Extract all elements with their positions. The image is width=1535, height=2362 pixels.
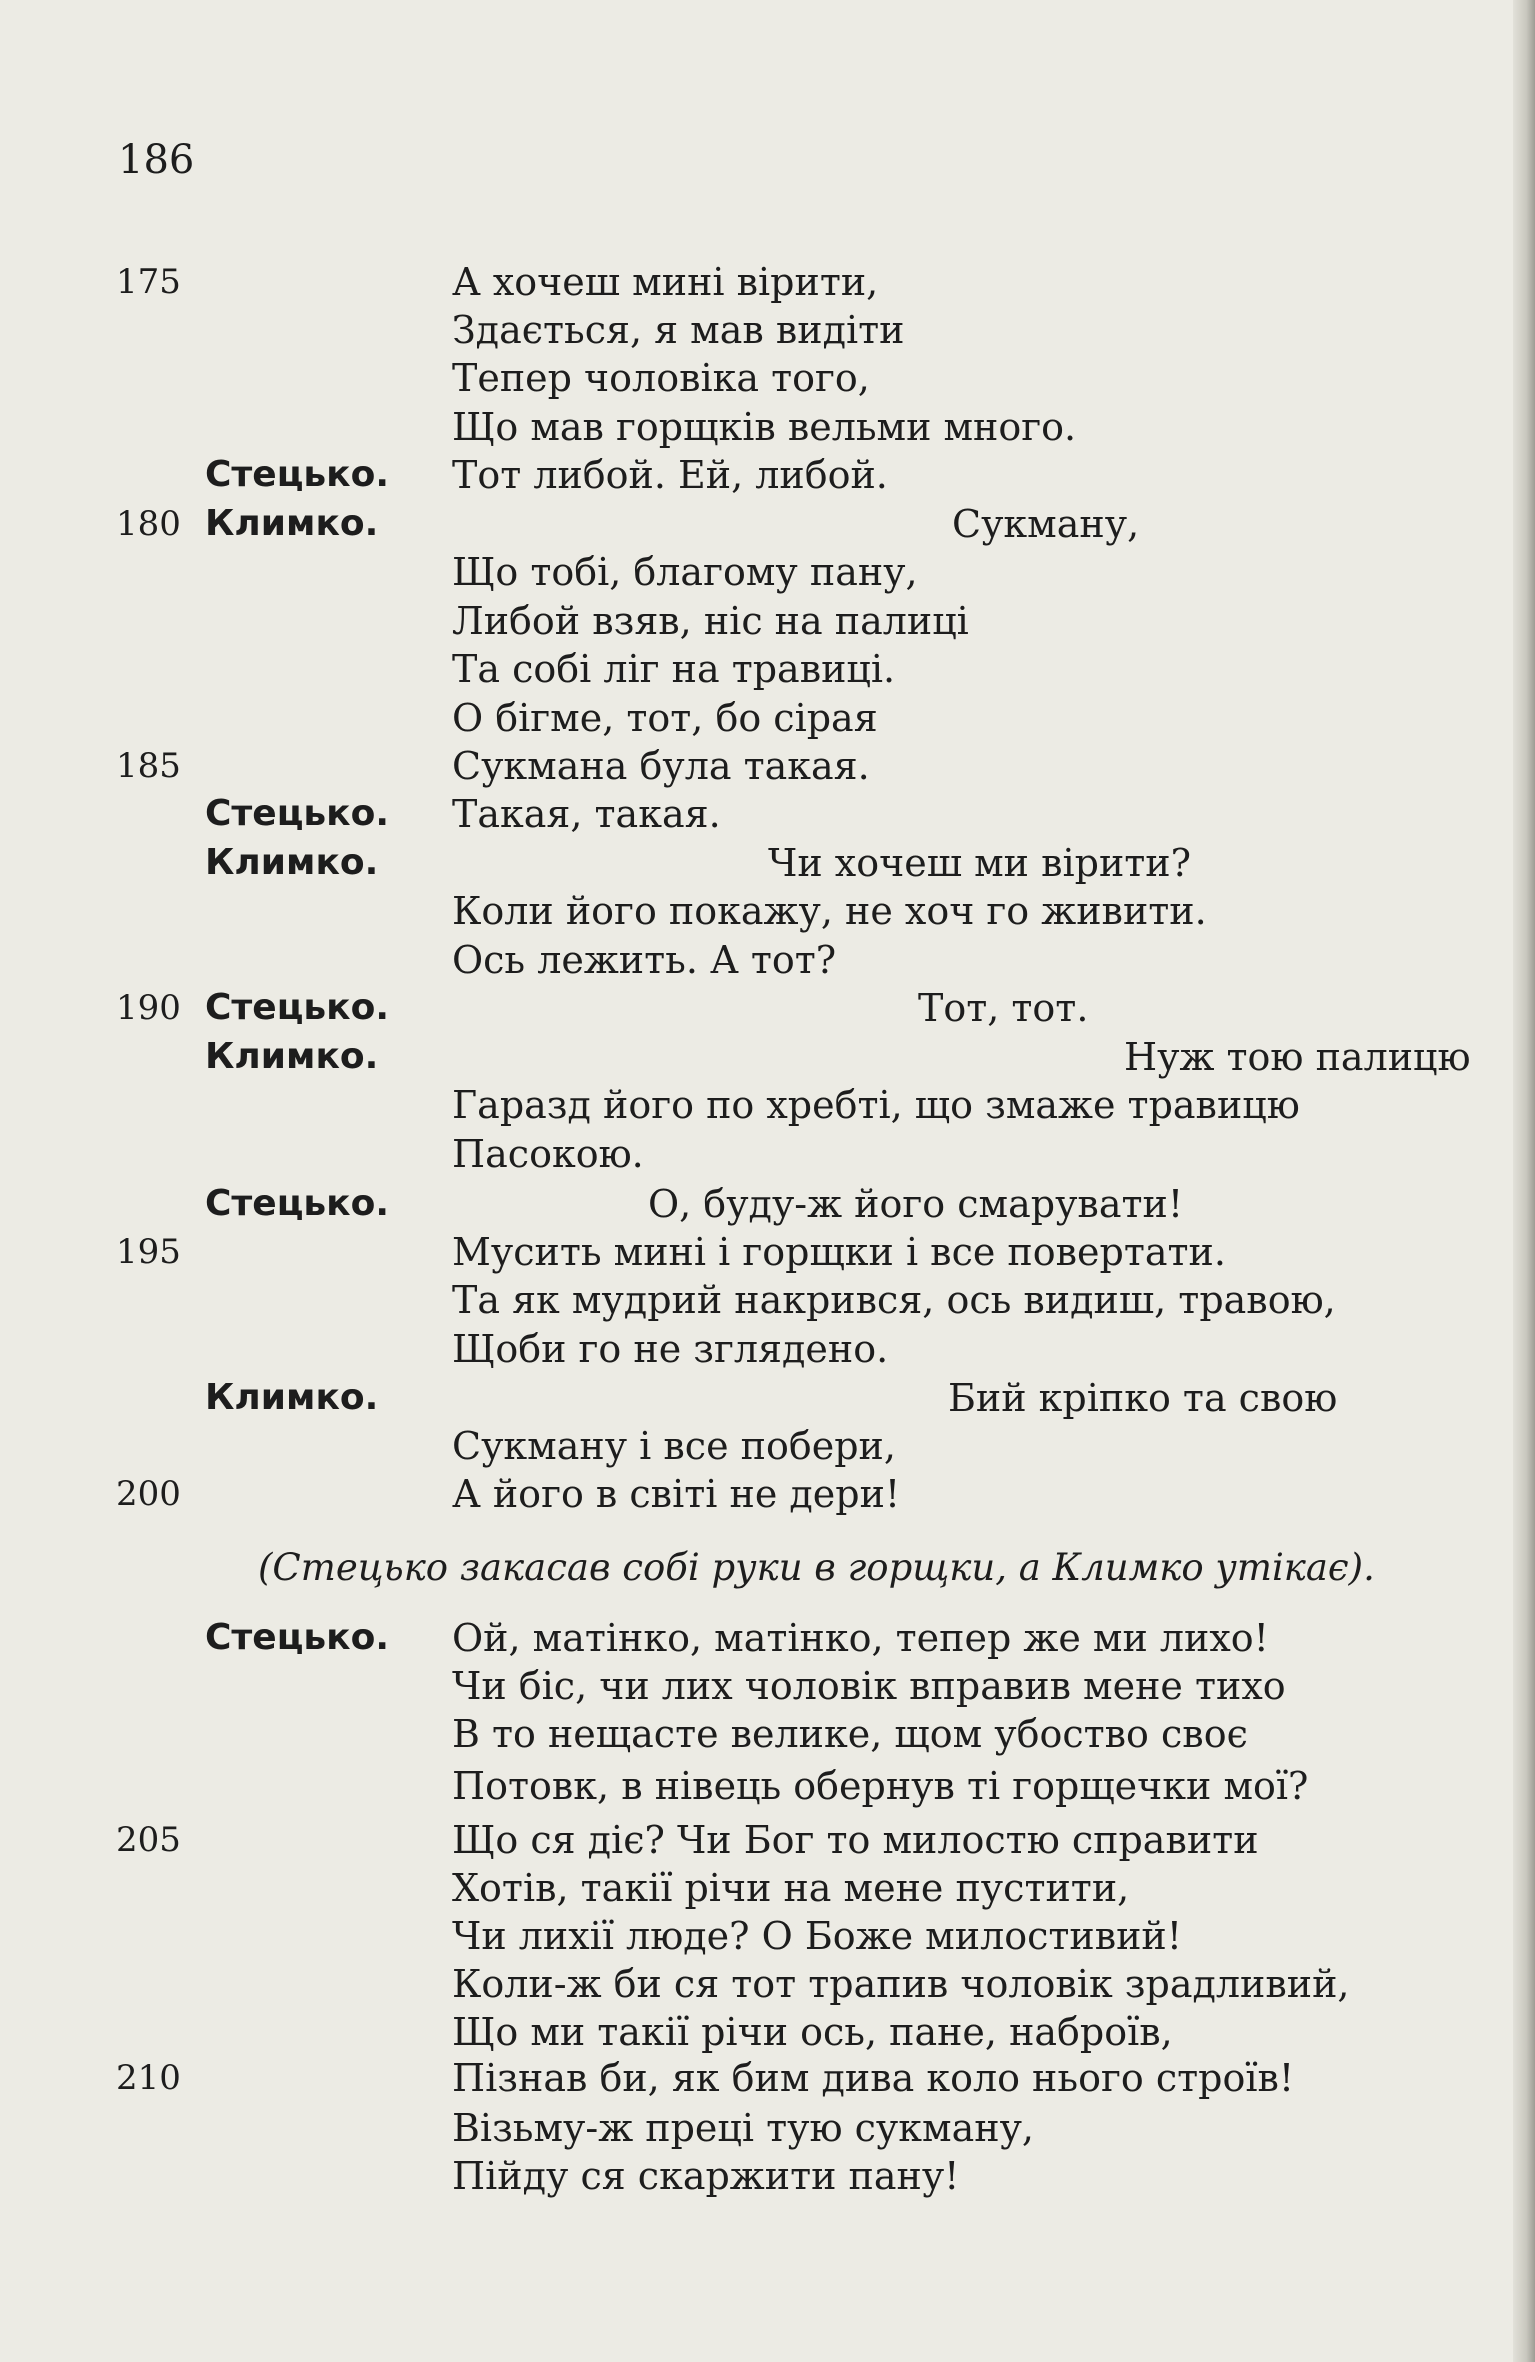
line-number-185: 185 xyxy=(116,746,181,786)
verse-line: Чи хочеш ми вірити? xyxy=(768,841,1191,885)
verse-line: Пізнав би, як бим дива коло нього строїв! xyxy=(452,2056,1295,2100)
verse-line: Чи біс, чи лих чоловік вправив мене тихо xyxy=(452,1664,1286,1708)
verse-line: Що ми такії річи ось, пане, наброїв, xyxy=(452,2010,1173,2054)
verse-line: Либой взяв, ніс на палиці xyxy=(452,599,969,643)
verse-line: Що ся діє? Чи Бог то милостю справити xyxy=(452,1818,1259,1862)
verse-line: Пійду ся скаржити пану! xyxy=(452,2154,960,2198)
verse-line: Ой, матінко, матінко, тепер же ми лихо! xyxy=(452,1616,1269,1660)
speaker-label: Климко. xyxy=(205,1377,379,1418)
speaker-label: Климко. xyxy=(205,503,379,544)
verse-line: Потовк, в нівець обернув ті горщечки мої? xyxy=(452,1764,1309,1808)
line-number-200: 200 xyxy=(116,1474,181,1514)
verse-line: Мусить мині і горщки і все повертати. xyxy=(452,1230,1226,1274)
verse-line: Коли-ж би ся тот трапив чоловік зрадливий, xyxy=(452,1962,1350,2006)
verse-line: А хочеш мині вірити, xyxy=(452,260,879,304)
line-number-210: 210 xyxy=(116,2058,181,2098)
verse-line: Тот либой. Ей, либой. xyxy=(452,453,888,497)
speaker-label: Стецько. xyxy=(205,454,389,495)
verse-line: Та собі ліг на травиці. xyxy=(452,647,896,691)
verse-line: Сукману, xyxy=(952,502,1140,546)
line-number-205: 205 xyxy=(116,1820,181,1860)
line-number-175: 175 xyxy=(116,262,181,302)
line-number-180: 180 xyxy=(116,504,181,544)
verse-line: Та як мудрий накрився, ось видиш, травою, xyxy=(452,1278,1336,1322)
verse-line: Що тобі, благому пану, xyxy=(452,550,918,594)
speaker-label: Стецько. xyxy=(205,1183,389,1224)
verse-line: Сукману і все побери, xyxy=(452,1424,896,1468)
verse-line: Хотів, такії річи на мене пустити, xyxy=(452,1866,1130,1910)
verse-line: А його в світі не дери! xyxy=(452,1472,901,1516)
verse-line: Такая, такая. xyxy=(452,792,721,836)
verse-line: Пасокою. xyxy=(452,1132,644,1176)
page-edge-shadow xyxy=(1513,0,1535,2362)
page-number: 186 xyxy=(118,137,195,183)
verse-line: Гаразд його по хребті, що змаже травицю xyxy=(452,1083,1300,1127)
line-number-195: 195 xyxy=(116,1232,181,1272)
verse-line: О бігме, тот, бо сірая xyxy=(452,696,878,740)
speaker-label: Климко. xyxy=(205,842,379,883)
verse-line: Що мав горщків вельми много. xyxy=(452,405,1077,449)
verse-line: Сукмана була такая. xyxy=(452,744,870,788)
verse-line: В то нещасте велике, щом убоство своє xyxy=(452,1712,1248,1756)
line-number-190: 190 xyxy=(116,988,181,1028)
verse-line: Тот, тот. xyxy=(918,986,1089,1030)
verse-line: Нуж тою палицю xyxy=(1124,1035,1471,1079)
verse-line: Коли його покажу, не хоч го живити. xyxy=(452,889,1207,933)
speaker-label: Стецько. xyxy=(205,987,389,1028)
verse-line: Щоби го не зглядено. xyxy=(452,1327,889,1371)
speaker-label: Стецько. xyxy=(205,793,389,834)
verse-line: Ось лежить. А тот? xyxy=(452,938,837,982)
verse-line: О, буду-ж його смарувати! xyxy=(648,1182,1184,1226)
speaker-label: Стецько. xyxy=(205,1617,389,1658)
stage-direction: (Стецько закасав собі руки в горщки, а Климко утікає). xyxy=(258,1546,1375,1589)
verse-line: Візьму-ж преці тую сукману, xyxy=(452,2106,1035,2150)
verse-line: Здається, я мав видіти xyxy=(452,308,905,352)
verse-line: Бий кріпко та свою xyxy=(948,1376,1338,1420)
verse-line: Тепер чоловіка того, xyxy=(452,356,870,400)
speaker-label: Климко. xyxy=(205,1036,379,1077)
verse-line: Чи лихії люде? О Боже милостивий! xyxy=(452,1914,1183,1958)
